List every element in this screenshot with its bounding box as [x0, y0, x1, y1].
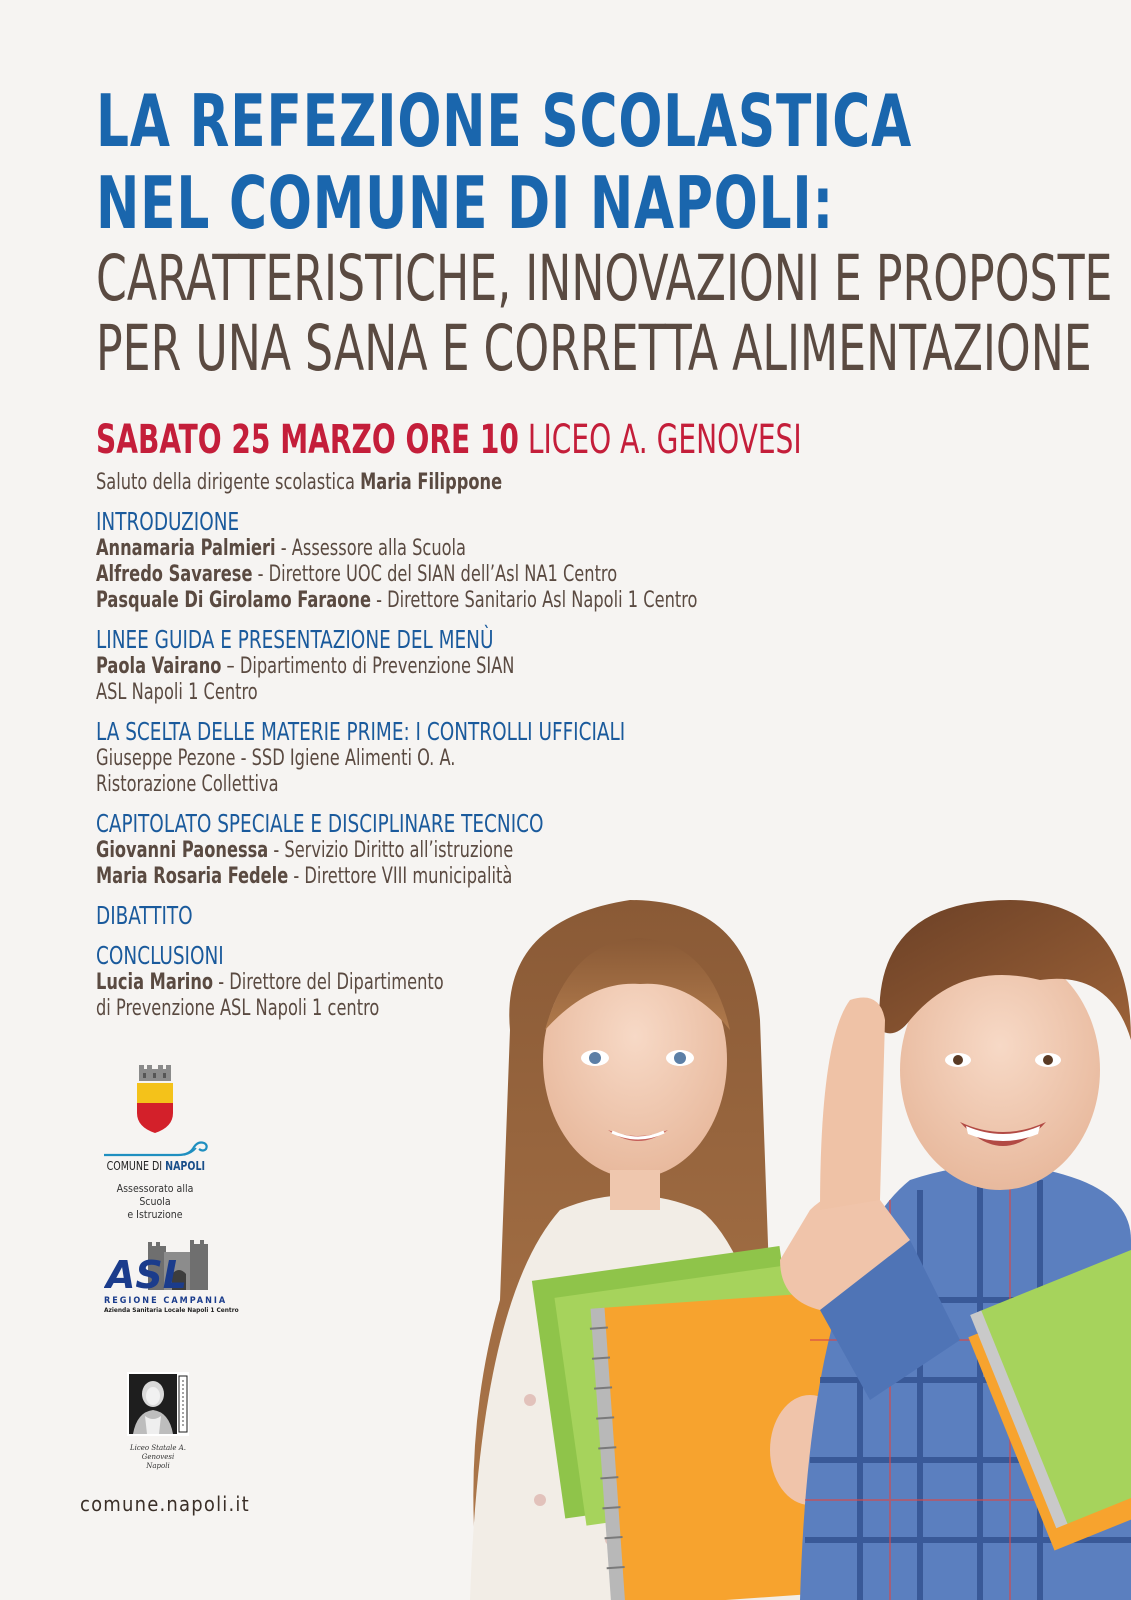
website-url: comune.napoli.it [80, 1492, 250, 1516]
caption-line-1: Liceo Statale A. Genovesi [129, 1444, 187, 1461]
speaker-line: Giuseppe Pezone - SSD Igiene Alimenti O. A. [96, 746, 456, 771]
speaker-name: Pasquale Di Girolamo Faraone [96, 588, 371, 613]
event-venue: LICEO A. GENOVESI [527, 417, 802, 463]
napoli-wordmark [107, 1159, 204, 1173]
asl-region: REGIONE CAMPANIA [104, 1296, 228, 1306]
greeting-text: Saluto della dirigente scolastica [96, 470, 361, 495]
subtitle-line-1: CARATTERISTICHE, INNOVAZIONI E PROPOSTE [96, 242, 1113, 315]
speaker-role: - Direttore VIII municipalità [288, 864, 513, 889]
speaker-role: - Servizio Diritto all’istruzione [268, 838, 514, 863]
wordmark-bold: NAPOLI [165, 1159, 206, 1173]
liceo-genovesi-logo [118, 1372, 198, 1471]
speaker-line [96, 536, 719, 562]
speaker-name: Lucia Marino [96, 970, 214, 995]
speaker-line [96, 654, 719, 680]
napoli-coat-of-arms-icon [133, 1065, 177, 1135]
wave-icon [100, 1139, 210, 1157]
subtitle-line-2: e Istruzione [127, 1209, 183, 1221]
liceo-caption [118, 1444, 198, 1471]
speaker-name: Giovanni Paonessa [96, 838, 269, 863]
asl-letters: ASL [106, 1253, 187, 1292]
section-heading-introduzione: INTRODUZIONE [96, 507, 240, 536]
wave-mark [100, 1139, 210, 1157]
speaker-name: Alfredo Savarese [96, 562, 253, 587]
speaker-name: Annamaria Palmieri [96, 536, 276, 561]
speaker-role: - Direttore del Dipartimento [213, 970, 444, 995]
subtitle-line-2: PER UNA SANA E CORRETTA ALIMENTAZIONE [96, 312, 1092, 385]
event-date-time: SABATO 25 MARZO ORE 10 [96, 417, 519, 463]
wordmark-prefix: COMUNE DI [106, 1159, 166, 1173]
speaker-role: - Direttore Sanitario Asl Napoli 1 Centro [370, 588, 698, 613]
title-line-2: NEL COMUNE DI NAPOLI: [96, 161, 834, 245]
speaker-role-continuation: di Prevenzione ASL Napoli 1 centro [96, 996, 380, 1021]
speaker-role-continuation: ASL Napoli 1 Centro [96, 680, 258, 705]
greeting-line [96, 470, 719, 496]
section-heading-conclusioni: CONCLUSIONI [96, 941, 224, 970]
speaker-role-continuation: Ristorazione Collettiva [96, 772, 279, 797]
speaker-name: Paola Vairano [96, 654, 222, 679]
section-heading-materie-prime: LA SCELTA DELLE MATERIE PRIME: I CONTROLLI UFFICIALI [96, 717, 626, 746]
comune-napoli-logo [100, 1065, 210, 1222]
event-date-venue [96, 416, 802, 464]
children-photo [440, 880, 1131, 1600]
event-title [96, 79, 1113, 385]
speaker-line [96, 562, 719, 588]
asl-logo [104, 1240, 239, 1314]
castel-nuovo-icon [104, 1240, 212, 1292]
napoli-logo-subtitle [100, 1183, 210, 1222]
greeting-name: Maria Filippone [360, 470, 503, 495]
caption-line-2: Napoli [146, 1462, 170, 1470]
section-heading-dibattito: DIBATTITO [96, 901, 193, 930]
section-heading-linee-guida: LINEE GUIDA E PRESENTAZIONE DEL MENÙ [96, 625, 494, 654]
speaker-line [96, 838, 719, 864]
speaker-role: – Dipartimento di Prevenzione SIAN [221, 654, 515, 679]
speaker-name: Maria Rosaria Fedele [96, 864, 289, 889]
asl-agency: Azienda Sanitaria Locale Napoli 1 Centro [104, 1306, 239, 1314]
genovesi-portrait-icon [127, 1372, 189, 1436]
subtitle-line-1: Assessorato alla Scuola [116, 1183, 194, 1208]
speaker-role: - Assessore alla Scuola [275, 536, 466, 561]
section-heading-capitolato: CAPITOLATO SPECIALE E DISCIPLINARE TECNICO [96, 809, 544, 838]
speaker-line [96, 588, 719, 614]
title-line-1: LA REFEZIONE SCOLASTICA [96, 79, 912, 163]
speaker-role: - Direttore UOC del SIAN dell’Asl NA1 Centro [252, 562, 618, 587]
